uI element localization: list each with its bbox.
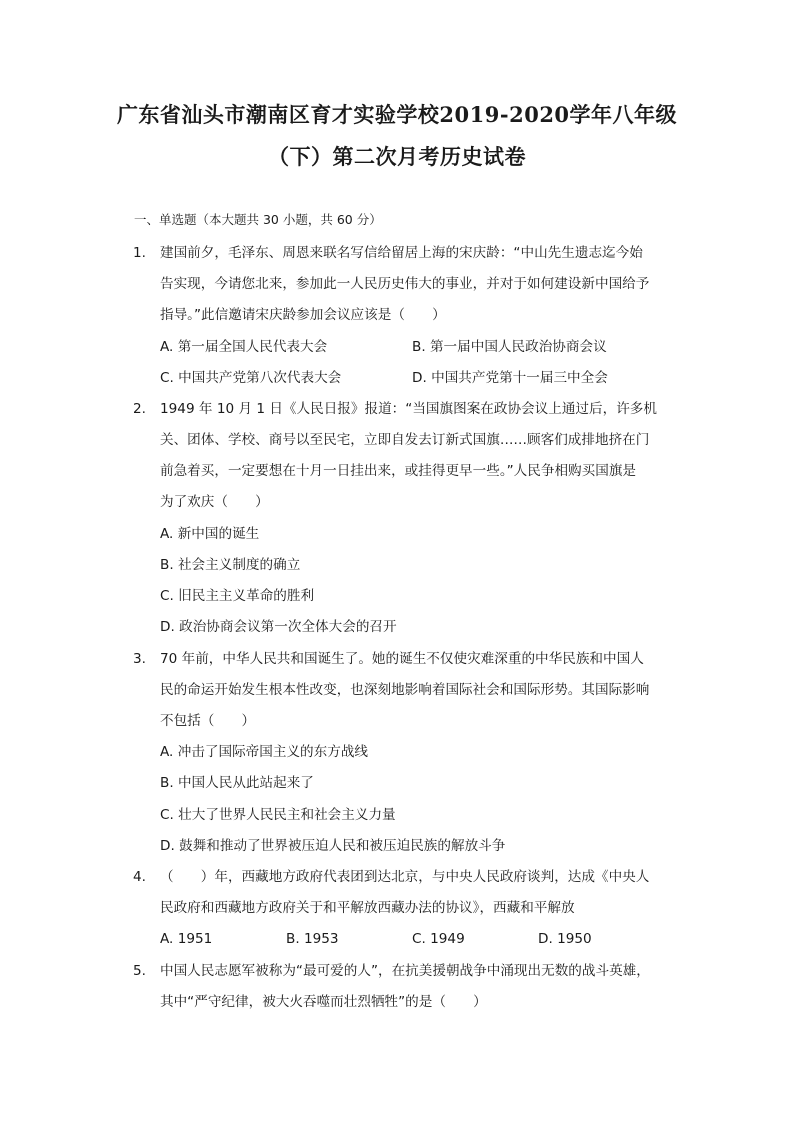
option-c: C. 壮大了世界人民民主和社会主义力量 — [160, 807, 396, 823]
question-text-line: 告实现，今请您北来，参加此一人民历史伟大的事业，并对于如何建设新中国给予 — [160, 276, 650, 292]
option-d: D. 1950 — [538, 931, 592, 947]
question-text-line: 前急着买，一定要想在十月一日挂出来，或挂得更早一些。”人民争相购买国旗是 — [160, 463, 637, 479]
exam-title-line2: （下）第二次月考历史试卷 — [268, 144, 526, 169]
question-text-line: 1949 年 10 月 1 日《人民日报》报道：“当国旗图案在政协会议上通过后，许多机 — [160, 401, 657, 417]
question-text-line: 中国人民志愿军被称为“最可爱的人”，在抗美援朝战争中涌现出无数的战斗英雄， — [160, 963, 650, 979]
exam-title-line1: 广东省汕头市潮南区育才实验学校2019-2020学年八年级 — [116, 102, 678, 127]
option-a: A. 第一届全国人民代表大会 — [160, 339, 328, 355]
option-a: A. 新中国的诞生 — [160, 526, 260, 542]
option-b: B. 社会主义制度的确立 — [160, 557, 301, 573]
option-a: A. 1951 — [160, 931, 213, 947]
question-text-line: 指导。”此信邀请宋庆龄参加会议应该是（ ） — [160, 307, 446, 323]
question-text-line: 不包括（ ） — [160, 713, 256, 729]
option-b: B. 1953 — [286, 931, 339, 947]
option-c: C. 1949 — [412, 931, 465, 947]
question-text-line: 建国前夕，毛泽东、周恩来联名写信给留居上海的宋庆龄：“中山先生遗志迄今始 — [160, 245, 643, 261]
option-c: C. 旧民主主义革命的胜利 — [160, 588, 315, 604]
option-b: B. 中国人民从此站起来了 — [160, 775, 314, 791]
question-text-line: 民的命运开始发生根本性改变，也深刻地影响着国际社会和国际形势。其国际影响 — [160, 682, 650, 698]
option-d: D. 政治协商会议第一次全体大会的召开 — [160, 619, 397, 635]
option-d: D. 中国共产党第十一届三中全会 — [412, 370, 608, 386]
question-text-line: 其中“严守纪律，被大火吞噬而壮烈牺牲”的是（ ） — [160, 994, 487, 1010]
question-number: 4. — [133, 869, 146, 885]
question-number: 3. — [133, 651, 146, 667]
question-number: 2. — [133, 401, 146, 417]
question-text-line: 为了欢庆（ ） — [160, 494, 269, 510]
section-heading: 一、单选题（本大题共 30 小题，共 60 分） — [134, 212, 382, 227]
question-text-line: 关、团体、学校、商号以至民宅，立即自发去订新式国旗……顾客们成排地挤在门 — [160, 432, 650, 448]
question-text-line: 70 年前，中华人民共和国诞生了。她的诞生不仅使灾难深重的中华民族和中国人 — [160, 651, 644, 667]
option-a: A. 冲击了国际帝国主义的东方战线 — [160, 744, 369, 760]
option-d: D. 鼓舞和推动了世界被压迫人民和被压迫民族的解放斗争 — [160, 838, 506, 854]
question-number: 5. — [133, 963, 146, 979]
option-c: C. 中国共产党第八次代表大会 — [160, 370, 342, 386]
question-text-line: （ ）年，西藏地方政府代表团到达北京，与中央人民政府谈判，达成《中央人 — [160, 869, 650, 885]
question-number: 1. — [133, 245, 146, 261]
option-b: B. 第一届中国人民政治协商会议 — [412, 339, 607, 355]
question-text-line: 民政府和西藏地方政府关于和平解放西藏办法的协议》，西藏和平解放 — [160, 900, 575, 916]
